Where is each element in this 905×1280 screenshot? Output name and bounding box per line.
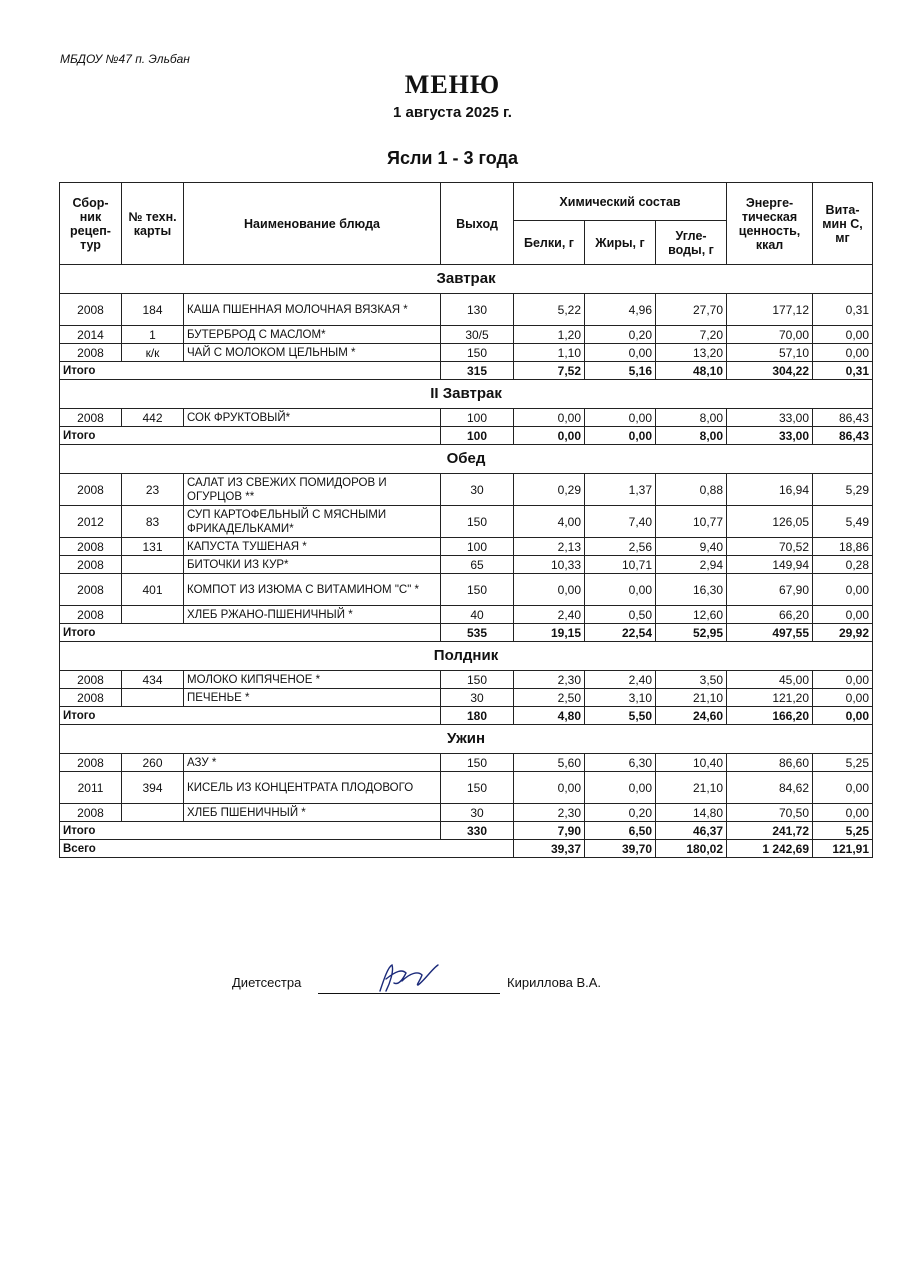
carbs-cell: 9,40 bbox=[656, 538, 727, 556]
energy-cell: 121,20 bbox=[727, 689, 813, 707]
total-portion-cell: 180 bbox=[441, 707, 514, 725]
table-row bbox=[60, 409, 873, 427]
fat-cell: 2,40 bbox=[585, 671, 656, 689]
portion-cell: 30 bbox=[441, 689, 514, 707]
protein-cell: 2,30 bbox=[514, 804, 585, 822]
tech-card-cell: 83 bbox=[122, 506, 184, 538]
portion-cell: 30 bbox=[441, 474, 514, 506]
tech-card-cell bbox=[122, 556, 184, 574]
vitamin-c-cell: 0,28 bbox=[813, 556, 873, 574]
fat-cell: 0,20 bbox=[585, 326, 656, 344]
energy-cell: 84,62 bbox=[727, 772, 813, 804]
tech-card-cell: 23 bbox=[122, 474, 184, 506]
carbs-cell: 21,10 bbox=[656, 772, 727, 804]
recipe-collection-cell: 2008 bbox=[60, 804, 122, 822]
fat-cell: 2,56 bbox=[585, 538, 656, 556]
fat-cell: 0,20 bbox=[585, 804, 656, 822]
recipe-collection-cell: 2008 bbox=[60, 538, 122, 556]
protein-cell: 4,00 bbox=[514, 506, 585, 538]
dietitian-label: Диетсестра bbox=[232, 975, 302, 990]
portion-cell: 65 bbox=[441, 556, 514, 574]
total-label: Итого bbox=[60, 427, 441, 445]
protein-cell: 1,10 bbox=[514, 344, 585, 362]
section-header-row bbox=[60, 380, 873, 409]
table-row bbox=[60, 474, 873, 506]
fat-cell: 0,00 bbox=[585, 344, 656, 362]
col-portion-header: Выход bbox=[441, 183, 514, 265]
total-protein-cell: 19,15 bbox=[514, 624, 585, 642]
fat-cell: 0,50 bbox=[585, 606, 656, 624]
total-fat-cell: 22,54 bbox=[585, 624, 656, 642]
table-row bbox=[60, 344, 873, 362]
vitamin-c-cell: 0,00 bbox=[813, 804, 873, 822]
grand-total-protein-cell: 39,37 bbox=[514, 840, 585, 858]
protein-cell: 1,20 bbox=[514, 326, 585, 344]
energy-cell: 45,00 bbox=[727, 671, 813, 689]
tech-card-cell: к/к bbox=[122, 344, 184, 362]
recipe-collection-cell: 2008 bbox=[60, 556, 122, 574]
dish-name-cell: СУП КАРТОФЕЛЬНЫЙ С МЯСНЫМИ ФРИКАДЕЛЬКАМИ* bbox=[184, 506, 441, 538]
grand-total-carbs-cell: 180,02 bbox=[656, 840, 727, 858]
portion-cell: 150 bbox=[441, 344, 514, 362]
section-total-row bbox=[60, 707, 873, 725]
menu-body bbox=[60, 265, 873, 858]
total-vitamin-c-cell: 0,31 bbox=[813, 362, 873, 380]
vitamin-c-cell: 5,25 bbox=[813, 754, 873, 772]
carbs-cell: 27,70 bbox=[656, 294, 727, 326]
recipe-collection-cell: 2008 bbox=[60, 689, 122, 707]
tech-card-cell: 184 bbox=[122, 294, 184, 326]
total-portion-cell: 330 bbox=[441, 822, 514, 840]
carbs-cell: 3,50 bbox=[656, 671, 727, 689]
carbs-cell: 8,00 bbox=[656, 409, 727, 427]
tech-card-cell: 401 bbox=[122, 574, 184, 606]
vitamin-c-cell: 0,00 bbox=[813, 574, 873, 606]
total-vitamin-c-cell: 0,00 bbox=[813, 707, 873, 725]
tech-card-cell: 131 bbox=[122, 538, 184, 556]
tech-card-cell: 434 bbox=[122, 671, 184, 689]
vitamin-c-cell: 0,00 bbox=[813, 772, 873, 804]
recipe-collection-cell: 2011 bbox=[60, 772, 122, 804]
table-row bbox=[60, 506, 873, 538]
menu-table bbox=[59, 182, 873, 858]
dish-name-cell: БИТОЧКИ ИЗ КУР* bbox=[184, 556, 441, 574]
total-label: Итого bbox=[60, 362, 441, 380]
carbs-cell: 0,88 bbox=[656, 474, 727, 506]
total-energy-cell: 241,72 bbox=[727, 822, 813, 840]
portion-cell: 150 bbox=[441, 506, 514, 538]
recipe-collection-cell: 2008 bbox=[60, 409, 122, 427]
portion-cell: 150 bbox=[441, 754, 514, 772]
total-vitamin-c-cell: 5,25 bbox=[813, 822, 873, 840]
dish-name-cell: КАПУСТА ТУШЕНАЯ * bbox=[184, 538, 441, 556]
grand-total-row bbox=[60, 840, 873, 858]
portion-cell: 40 bbox=[441, 606, 514, 624]
portion-cell: 100 bbox=[441, 538, 514, 556]
vitamin-c-cell: 0,00 bbox=[813, 671, 873, 689]
carbs-cell: 12,60 bbox=[656, 606, 727, 624]
vitamin-c-cell: 0,00 bbox=[813, 344, 873, 362]
vitamin-c-cell: 5,49 bbox=[813, 506, 873, 538]
table-row bbox=[60, 606, 873, 624]
total-energy-cell: 33,00 bbox=[727, 427, 813, 445]
dish-name-cell: ХЛЕБ РЖАНО-ПШЕНИЧНЫЙ * bbox=[184, 606, 441, 624]
vitamin-c-cell: 0,00 bbox=[813, 606, 873, 624]
tech-card-cell: 442 bbox=[122, 409, 184, 427]
signature-icon bbox=[372, 961, 442, 997]
fat-cell: 0,00 bbox=[585, 574, 656, 606]
total-protein-cell: 7,52 bbox=[514, 362, 585, 380]
protein-cell: 0,00 bbox=[514, 772, 585, 804]
dish-name-cell: КИСЕЛЬ ИЗ КОНЦЕНТРАТА ПЛОДОВОГО bbox=[184, 772, 441, 804]
section-title: Завтрак bbox=[60, 265, 873, 294]
protein-cell: 2,13 bbox=[514, 538, 585, 556]
total-portion-cell: 535 bbox=[441, 624, 514, 642]
energy-cell: 70,50 bbox=[727, 804, 813, 822]
recipe-collection-cell: 2008 bbox=[60, 754, 122, 772]
table-row bbox=[60, 689, 873, 707]
total-carbs-cell: 52,95 bbox=[656, 624, 727, 642]
total-carbs-cell: 24,60 bbox=[656, 707, 727, 725]
energy-cell: 66,20 bbox=[727, 606, 813, 624]
portion-cell: 30 bbox=[441, 804, 514, 822]
carbs-cell: 10,40 bbox=[656, 754, 727, 772]
tech-card-cell bbox=[122, 606, 184, 624]
section-total-row bbox=[60, 427, 873, 445]
total-carbs-cell: 46,37 bbox=[656, 822, 727, 840]
dish-name-cell: БУТЕРБРОД С МАСЛОМ* bbox=[184, 326, 441, 344]
energy-cell: 33,00 bbox=[727, 409, 813, 427]
tech-card-cell: 1 bbox=[122, 326, 184, 344]
recipe-collection-cell: 2008 bbox=[60, 294, 122, 326]
section-title: Полдник bbox=[60, 642, 873, 671]
fat-cell: 3,10 bbox=[585, 689, 656, 707]
fat-cell: 0,00 bbox=[585, 409, 656, 427]
table-row bbox=[60, 671, 873, 689]
total-fat-cell: 5,16 bbox=[585, 362, 656, 380]
col-fat-header: Жиры, г bbox=[585, 221, 656, 265]
menu-date: 1 августа 2025 г. bbox=[393, 104, 512, 121]
protein-cell: 2,50 bbox=[514, 689, 585, 707]
carbs-cell: 7,20 bbox=[656, 326, 727, 344]
section-header-row bbox=[60, 265, 873, 294]
tech-card-cell: 260 bbox=[122, 754, 184, 772]
col-vitc-header: Вита-мин С, мг bbox=[813, 183, 873, 265]
protein-cell: 10,33 bbox=[514, 556, 585, 574]
col-collection-header: Сбор-ник рецеп-тур bbox=[60, 183, 122, 265]
protein-cell: 2,40 bbox=[514, 606, 585, 624]
total-carbs-cell: 48,10 bbox=[656, 362, 727, 380]
carbs-cell: 14,80 bbox=[656, 804, 727, 822]
total-protein-cell: 0,00 bbox=[514, 427, 585, 445]
portion-cell: 150 bbox=[441, 671, 514, 689]
table-row bbox=[60, 574, 873, 606]
portion-cell: 150 bbox=[441, 574, 514, 606]
dish-name-cell: САЛАТ ИЗ СВЕЖИХ ПОМИДОРОВ И ОГУРЦОВ ** bbox=[184, 474, 441, 506]
total-energy-cell: 304,22 bbox=[727, 362, 813, 380]
energy-cell: 149,94 bbox=[727, 556, 813, 574]
energy-cell: 67,90 bbox=[727, 574, 813, 606]
fat-cell: 10,71 bbox=[585, 556, 656, 574]
recipe-collection-cell: 2008 bbox=[60, 474, 122, 506]
vitamin-c-cell: 0,00 bbox=[813, 689, 873, 707]
col-carbs-header: Угле-воды, г bbox=[656, 221, 727, 265]
total-protein-cell: 4,80 bbox=[514, 707, 585, 725]
table-row bbox=[60, 804, 873, 822]
fat-cell: 6,30 bbox=[585, 754, 656, 772]
portion-cell: 150 bbox=[441, 772, 514, 804]
col-card-header: № техн. карты bbox=[122, 183, 184, 265]
table-row bbox=[60, 772, 873, 804]
organization-name: МБДОУ №47 п. Эльбан bbox=[60, 52, 190, 66]
carbs-cell: 13,20 bbox=[656, 344, 727, 362]
recipe-collection-cell: 2008 bbox=[60, 574, 122, 606]
dish-name-cell: МОЛОКО КИПЯЧЕНОЕ * bbox=[184, 671, 441, 689]
total-vitamin-c-cell: 86,43 bbox=[813, 427, 873, 445]
dish-name-cell: СОК ФРУКТОВЫЙ* bbox=[184, 409, 441, 427]
page-title: МЕНЮ bbox=[404, 70, 501, 99]
fat-cell: 0,00 bbox=[585, 772, 656, 804]
protein-cell: 0,00 bbox=[514, 574, 585, 606]
protein-cell: 0,00 bbox=[514, 409, 585, 427]
recipe-collection-cell: 2008 bbox=[60, 671, 122, 689]
vitamin-c-cell: 0,00 bbox=[813, 326, 873, 344]
dish-name-cell: АЗУ * bbox=[184, 754, 441, 772]
total-label: Итого bbox=[60, 624, 441, 642]
vitamin-c-cell: 18,86 bbox=[813, 538, 873, 556]
carbs-cell: 10,77 bbox=[656, 506, 727, 538]
vitamin-c-cell: 5,29 bbox=[813, 474, 873, 506]
total-energy-cell: 497,55 bbox=[727, 624, 813, 642]
vitamin-c-cell: 86,43 bbox=[813, 409, 873, 427]
total-label: Итого bbox=[60, 822, 441, 840]
col-energy-header: Энерге-тическая ценность, ккал bbox=[727, 183, 813, 265]
protein-cell: 5,60 bbox=[514, 754, 585, 772]
fat-cell: 1,37 bbox=[585, 474, 656, 506]
energy-cell: 126,05 bbox=[727, 506, 813, 538]
total-portion-cell: 100 bbox=[441, 427, 514, 445]
section-header-row bbox=[60, 445, 873, 474]
section-total-row bbox=[60, 624, 873, 642]
total-fat-cell: 0,00 bbox=[585, 427, 656, 445]
table-row bbox=[60, 538, 873, 556]
total-fat-cell: 6,50 bbox=[585, 822, 656, 840]
grand-total-vitamin-c-cell: 121,91 bbox=[813, 840, 873, 858]
section-title: Ужин bbox=[60, 725, 873, 754]
total-protein-cell: 7,90 bbox=[514, 822, 585, 840]
dish-name-cell: КОМПОТ ИЗ ИЗЮМА С ВИТАМИНОМ "С" * bbox=[184, 574, 441, 606]
grand-total-label: Всего bbox=[60, 840, 514, 858]
grand-total-energy-cell: 1 242,69 bbox=[727, 840, 813, 858]
energy-cell: 70,00 bbox=[727, 326, 813, 344]
carbs-cell: 16,30 bbox=[656, 574, 727, 606]
tech-card-cell bbox=[122, 804, 184, 822]
age-group: Ясли 1 - 3 года bbox=[387, 148, 518, 168]
tech-card-cell: 394 bbox=[122, 772, 184, 804]
tech-card-cell bbox=[122, 689, 184, 707]
energy-cell: 86,60 bbox=[727, 754, 813, 772]
carbs-cell: 2,94 bbox=[656, 556, 727, 574]
recipe-collection-cell: 2014 bbox=[60, 326, 122, 344]
energy-cell: 16,94 bbox=[727, 474, 813, 506]
portion-cell: 30/5 bbox=[441, 326, 514, 344]
recipe-collection-cell: 2008 bbox=[60, 344, 122, 362]
section-title: Обед bbox=[60, 445, 873, 474]
fat-cell: 7,40 bbox=[585, 506, 656, 538]
section-header-row bbox=[60, 725, 873, 754]
table-row bbox=[60, 294, 873, 326]
carbs-cell: 21,10 bbox=[656, 689, 727, 707]
protein-cell: 2,30 bbox=[514, 671, 585, 689]
table-row bbox=[60, 556, 873, 574]
section-title: II Завтрак bbox=[60, 380, 873, 409]
dietitian-name: Кириллова В.А. bbox=[507, 975, 602, 990]
col-chem-header: Химический состав bbox=[514, 183, 727, 221]
table-row bbox=[60, 754, 873, 772]
energy-cell: 177,12 bbox=[727, 294, 813, 326]
total-portion-cell: 315 bbox=[441, 362, 514, 380]
recipe-collection-cell: 2012 bbox=[60, 506, 122, 538]
dish-name-cell: КАША ПШЕННАЯ МОЛОЧНАЯ ВЯЗКАЯ * bbox=[184, 294, 441, 326]
total-energy-cell: 166,20 bbox=[727, 707, 813, 725]
col-protein-header: Белки, г bbox=[514, 221, 585, 265]
section-total-row bbox=[60, 362, 873, 380]
section-total-row bbox=[60, 822, 873, 840]
energy-cell: 70,52 bbox=[727, 538, 813, 556]
total-label: Итого bbox=[60, 707, 441, 725]
total-carbs-cell: 8,00 bbox=[656, 427, 727, 445]
portion-cell: 100 bbox=[441, 409, 514, 427]
protein-cell: 0,29 bbox=[514, 474, 585, 506]
dish-name-cell: ЧАЙ С МОЛОКОМ ЦЕЛЬНЫМ * bbox=[184, 344, 441, 362]
section-header-row bbox=[60, 642, 873, 671]
total-vitamin-c-cell: 29,92 bbox=[813, 624, 873, 642]
grand-total-fat-cell: 39,70 bbox=[585, 840, 656, 858]
dish-name-cell: ХЛЕБ ПШЕНИЧНЫЙ * bbox=[184, 804, 441, 822]
vitamin-c-cell: 0,31 bbox=[813, 294, 873, 326]
recipe-collection-cell: 2008 bbox=[60, 606, 122, 624]
dish-name-cell: ПЕЧЕНЬЕ * bbox=[184, 689, 441, 707]
col-dish-header: Наименование блюда bbox=[184, 183, 441, 265]
portion-cell: 130 bbox=[441, 294, 514, 326]
energy-cell: 57,10 bbox=[727, 344, 813, 362]
total-fat-cell: 5,50 bbox=[585, 707, 656, 725]
fat-cell: 4,96 bbox=[585, 294, 656, 326]
table-row bbox=[60, 326, 873, 344]
protein-cell: 5,22 bbox=[514, 294, 585, 326]
